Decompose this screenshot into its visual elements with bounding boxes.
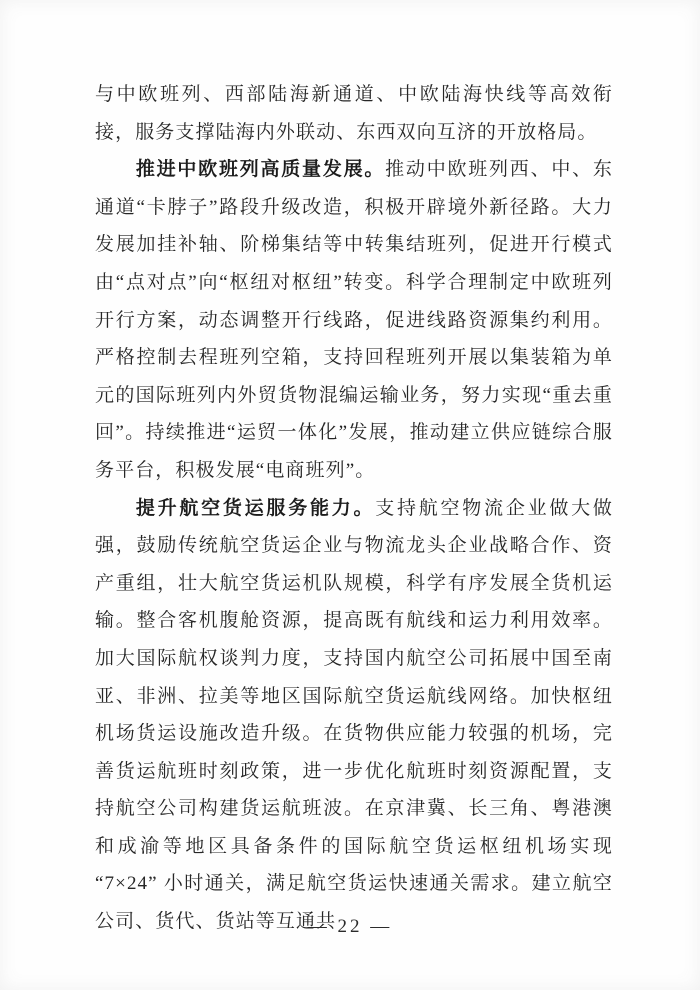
paragraph-text: 支持航空物流企业做大做强，鼓励传统航空货运企业与物流龙头企业战略合作、资产重组，壮大航空货运机队规模，科学有序发展全货机运输。整合客机腹舱资源，提高既有航线和运力利用效率。加大国际航权谈判力度，支持国内航空公司拓展中国至南亚、非洲、拉美等地区国际航空货运航线网络。加快枢纽机场货运设施改造升级。在货物供应能力较强的机场，完善货运航班时刻政策，进一步优化航班时刻资源配置，支持航空公司构建货运航班波。在京津冀、长三角、粤港澳和成渝等地区具备条件的国际航空货运枢纽机场实现 “7×24” 小时通关，满足航空货运快速通关需求。建立航空公司、货代、货站等互通共	[95, 497, 613, 933]
paragraph-air-cargo	[95, 490, 613, 941]
paragraph-continuation	[95, 76, 613, 151]
paragraph-text: 推动中欧班列西、中、东通道“卡脖子”路段升级改造，积极开辟境外新径路。大力发展加挂补轴、阶梯集结等中转集结班列，促进开行模式由“点对点”向“枢纽对枢纽”转变。科学合理制定中欧班列开行方案，动态调整开行线路，促进线路资源集约利用。严格控制去程班列空箱，支持回程班列开展以集装箱为单元的国际班列内外贸货物混编运输业务，努力实现“重去重回”。持续推进“运贸一体化”发展，推动建立供应链综合服务平台，积极发展“电商班列”。	[95, 159, 614, 481]
paragraph-text: 与中欧班列、西部陆海新通道、中欧陆海快线等高效衔接，服务支撑陆海内外联动、东西双向互济的开放格局。	[95, 84, 613, 143]
document-body	[95, 76, 613, 941]
paragraph-lead-bold: 提升航空货运服务能力。	[135, 497, 376, 519]
paragraph-lead-bold: 推进中欧班列高质量发展。	[135, 159, 386, 181]
paragraph-railway-express	[95, 151, 613, 489]
page-number: — 22 —	[307, 916, 393, 937]
